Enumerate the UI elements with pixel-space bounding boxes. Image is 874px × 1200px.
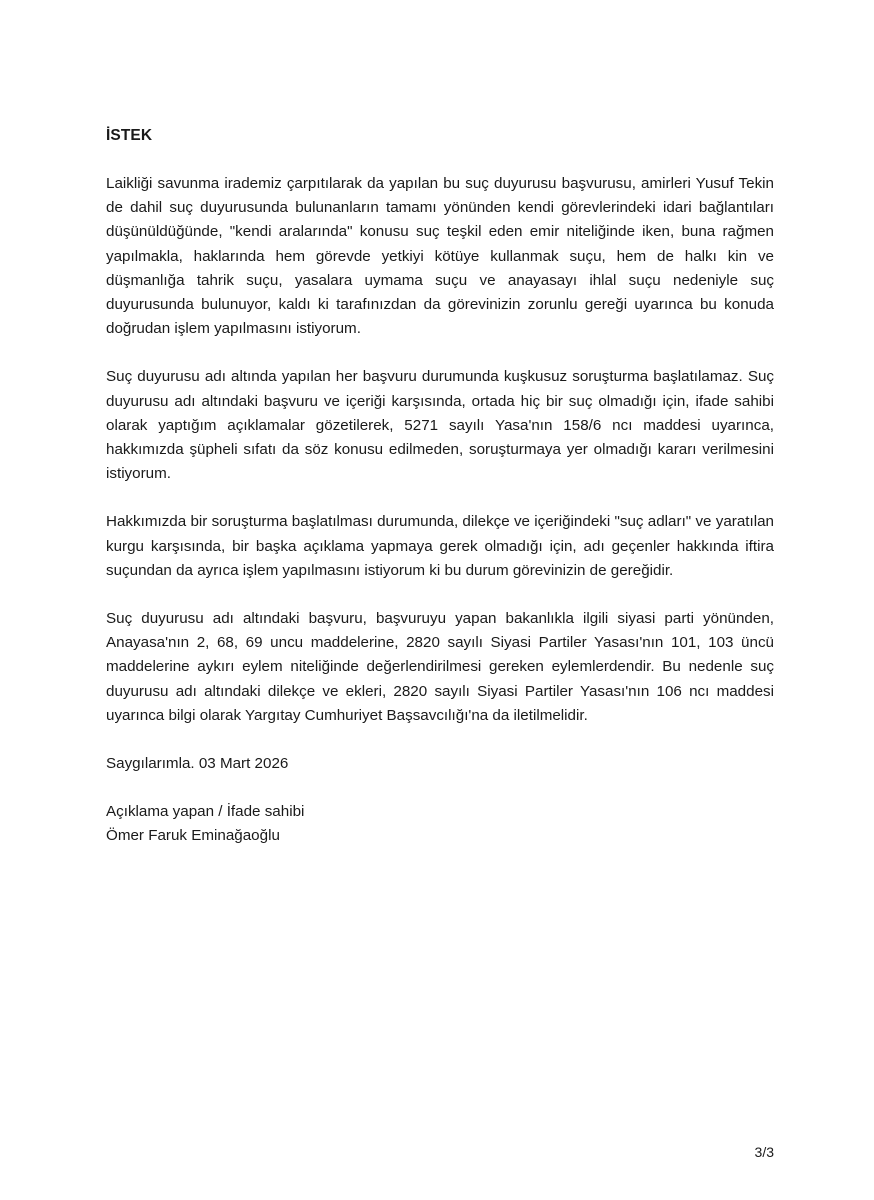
- signature-role: Açıklama yapan / İfade sahibi: [106, 803, 305, 821]
- signature-name: Ömer Faruk Eminağaoğlu: [106, 827, 280, 845]
- signature-block: [106, 800, 774, 848]
- paragraph-request: Laikliği savunma irademiz çarpıtılarak da yapılan bu suç duyurusu başvurusu, amirleri Yusuf Tekin de dahil suç duyurusunda bulunanların tamamı yönünden kendi görevlerindeki idari bağlantıları düşünüldüğünde, "kendi aralarında" konusu suç teşkil eden emir niteliğinde iken, buna rağmen yapılmakla, haklarında hem görevde yetkiyi kötüye kullanmak suçu, hem de halkı kin ve düşmanlığa tahrik suçu, yasalara uymama suçu ve anayasayı ihlal suçu nedeniyle suç duyurusunda bulunuyor, kaldı ki tarafınızdan da görevinizin zorunlu gereği uyarınca bu konuda doğrudan işlem yapılmasını istiyorum.: [106, 175, 774, 338]
- paragraph-slander: Hakkımızda bir soruşturma başlatılması durumunda, dilekçe ve içeriğindeki "suç adları" ve yaratılan kurgu karşısında, bir başka açıklama yapmaya gerek olmadığı için, adı geçenler hakkında iftira suçundan da ayrıca işlem yapılmasını istiyorum ki bu durum görevinizin de gereğidir.: [106, 513, 774, 579]
- paragraph-no-investigation: Suç duyurusu adı altında yapılan her başvuru durumunda kuşkusuz soruşturma başlatılamaz. Suç duyurusu adı altındaki başvuru ve içeriği karşısında, ortada hiç bir suç olmadığı için, ifade sahibi olarak yaptığım açıklamalar gözetilerek, 5271 sayılı Yasa'nın 158/6 ncı maddesi uyarınca, hakkımızda şüpheli sıfatı da söz konusu edilmeden, soruşturmaya yer olmadığı kararı verilmesini istiyorum.: [106, 368, 774, 483]
- closing-line: Saygılarımla. 03 Mart 2026: [106, 755, 289, 773]
- paragraph-political-party: Suç duyurusu adı altındaki başvuru, başvuruyu yapan bakanlıkla ilgili siyasi parti yönünden, Anayasa'nın 2, 68, 69 uncu maddelerine, 2820 sayılı Siyasi Partiler Yasası'nın 101, 103 üncü maddelerine aykırı eylem niteliğinde değerlendirilmesi gereken eylemlerdendir. Bu nedenle suç duyurusu adı altındaki dilekçe ve ekleri, 2820 sayılı Siyasi Partiler Yasası'nın 106 ncı maddesi uyarınca bilgi olarak Yargıtay Cumhuriyet Başsavcılığı'na da iletilmelidir.: [106, 610, 774, 724]
- document-heading: İSTEK: [106, 127, 153, 144]
- page-number: 3/3: [754, 1144, 774, 1160]
- document-body: [106, 124, 774, 849]
